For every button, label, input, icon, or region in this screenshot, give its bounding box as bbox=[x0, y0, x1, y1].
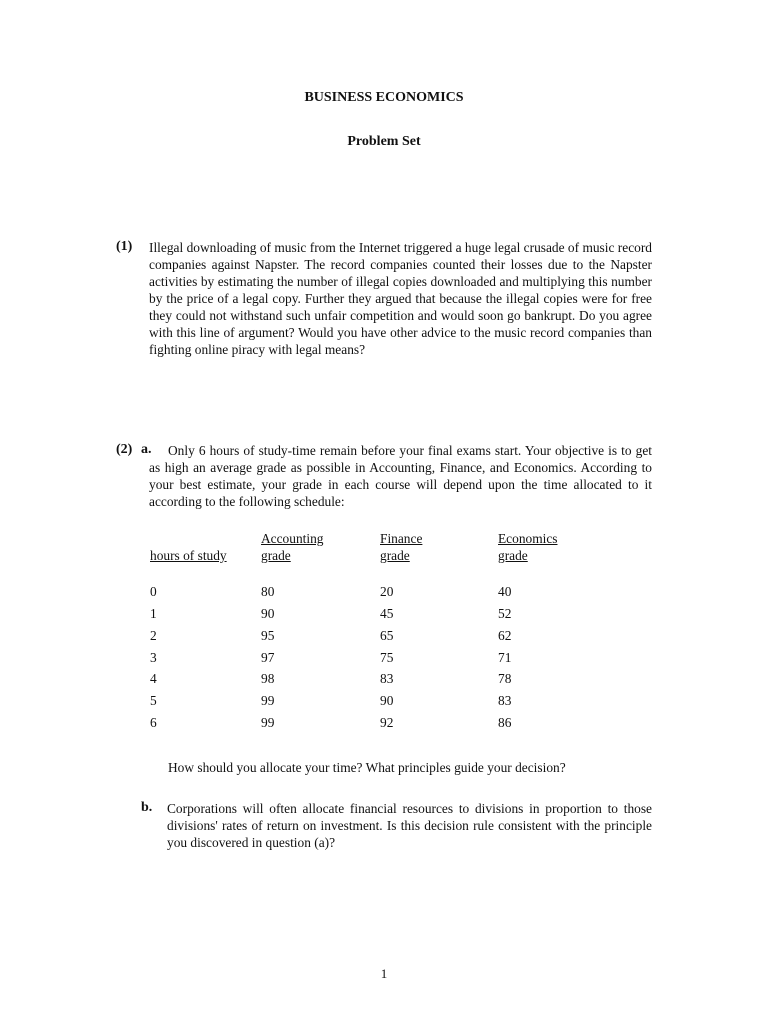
table-cell: 98 bbox=[261, 671, 275, 686]
table-header-economics bbox=[498, 530, 558, 564]
question-2b-text: Corporations will often allocate financial resources to divisions in proportion to those divisions' rates of return on investment. Is this decision rule consistent with the principle you discovered in question (a)? bbox=[167, 801, 652, 850]
question-2-number: (2) bbox=[116, 442, 133, 457]
question-2a-label: a. bbox=[141, 442, 152, 457]
table-cell: 99 bbox=[261, 693, 275, 708]
question-1-number: (1) bbox=[116, 239, 133, 254]
table-cell: 90 bbox=[261, 606, 275, 621]
table-cell: 40 bbox=[498, 584, 512, 599]
table-cell: 75 bbox=[380, 650, 394, 665]
table-row bbox=[0, 628, 768, 648]
table-header-finance-line1: Finance bbox=[380, 531, 423, 546]
table-cell: 1 bbox=[150, 606, 157, 621]
table-cell: 97 bbox=[261, 650, 275, 665]
table-row bbox=[0, 715, 768, 735]
table-header-accounting-line2: grade bbox=[261, 548, 291, 563]
table-header-finance-line2: grade bbox=[380, 548, 410, 563]
table-cell: 83 bbox=[498, 693, 512, 708]
table-row bbox=[0, 671, 768, 691]
table-header-economics-line2: grade bbox=[498, 548, 528, 563]
table-header-hours: hours of study bbox=[150, 548, 227, 563]
table-header-finance bbox=[380, 530, 422, 564]
table-cell: 90 bbox=[380, 693, 394, 708]
table-cell: 2 bbox=[150, 628, 157, 643]
document-title: BUSINESS ECONOMICS bbox=[304, 90, 464, 105]
table-cell: 3 bbox=[150, 650, 157, 665]
table-cell: 83 bbox=[380, 671, 394, 686]
table-cell: 71 bbox=[498, 650, 512, 665]
table-header-economics-line1: Economics bbox=[498, 531, 558, 546]
table-row bbox=[0, 584, 768, 604]
table-cell: 80 bbox=[261, 584, 275, 599]
question-2a-text: Only 6 hours of study-time remain before your final exams start. Your objective is to get as high an average grade as possible in Accounting, Finance, and Economics. According to your best estimate, your grade in each course will depend upon the time allocated to it according to the following schedule: bbox=[149, 443, 652, 509]
question-2b-label: b. bbox=[141, 800, 153, 815]
table-cell: 52 bbox=[498, 606, 512, 621]
table-cell: 6 bbox=[150, 715, 157, 730]
document-subtitle: Problem Set bbox=[347, 134, 421, 149]
table-header-accounting-line1: Accounting bbox=[261, 531, 324, 546]
table-cell: 45 bbox=[380, 606, 394, 621]
table-row bbox=[0, 606, 768, 626]
table-row bbox=[0, 650, 768, 670]
table-cell: 5 bbox=[150, 693, 157, 708]
table-cell: 99 bbox=[261, 715, 275, 730]
table-cell: 0 bbox=[150, 584, 157, 599]
table-row bbox=[0, 693, 768, 713]
table-cell: 20 bbox=[380, 584, 394, 599]
table-cell: 86 bbox=[498, 715, 512, 730]
table-cell: 78 bbox=[498, 671, 512, 686]
table-cell: 62 bbox=[498, 628, 512, 643]
question-1-text: Illegal downloading of music from the Internet triggered a huge legal crusade of music record companies against Napster. The record companies counted their losses due to the Napster activities by estimating the number of illegal copies downloaded and multiplying this number by the price of a legal copy. Further they argued that because the illegal copies were for free they could not withstand such unfair competition and would soon go bankrupt. Do you agree with this line of argument? Would you have other advice to the music record companies than fighting online piracy with legal means? bbox=[149, 240, 652, 357]
table-header-accounting bbox=[261, 530, 323, 564]
table-cell: 92 bbox=[380, 715, 394, 730]
table-cell: 95 bbox=[261, 628, 275, 643]
page-number: 1 bbox=[380, 966, 388, 981]
question-2a-prompt: How should you allocate your time? What principles guide your decision? bbox=[168, 760, 566, 775]
table-cell: 4 bbox=[150, 671, 157, 686]
table-cell: 65 bbox=[380, 628, 394, 643]
